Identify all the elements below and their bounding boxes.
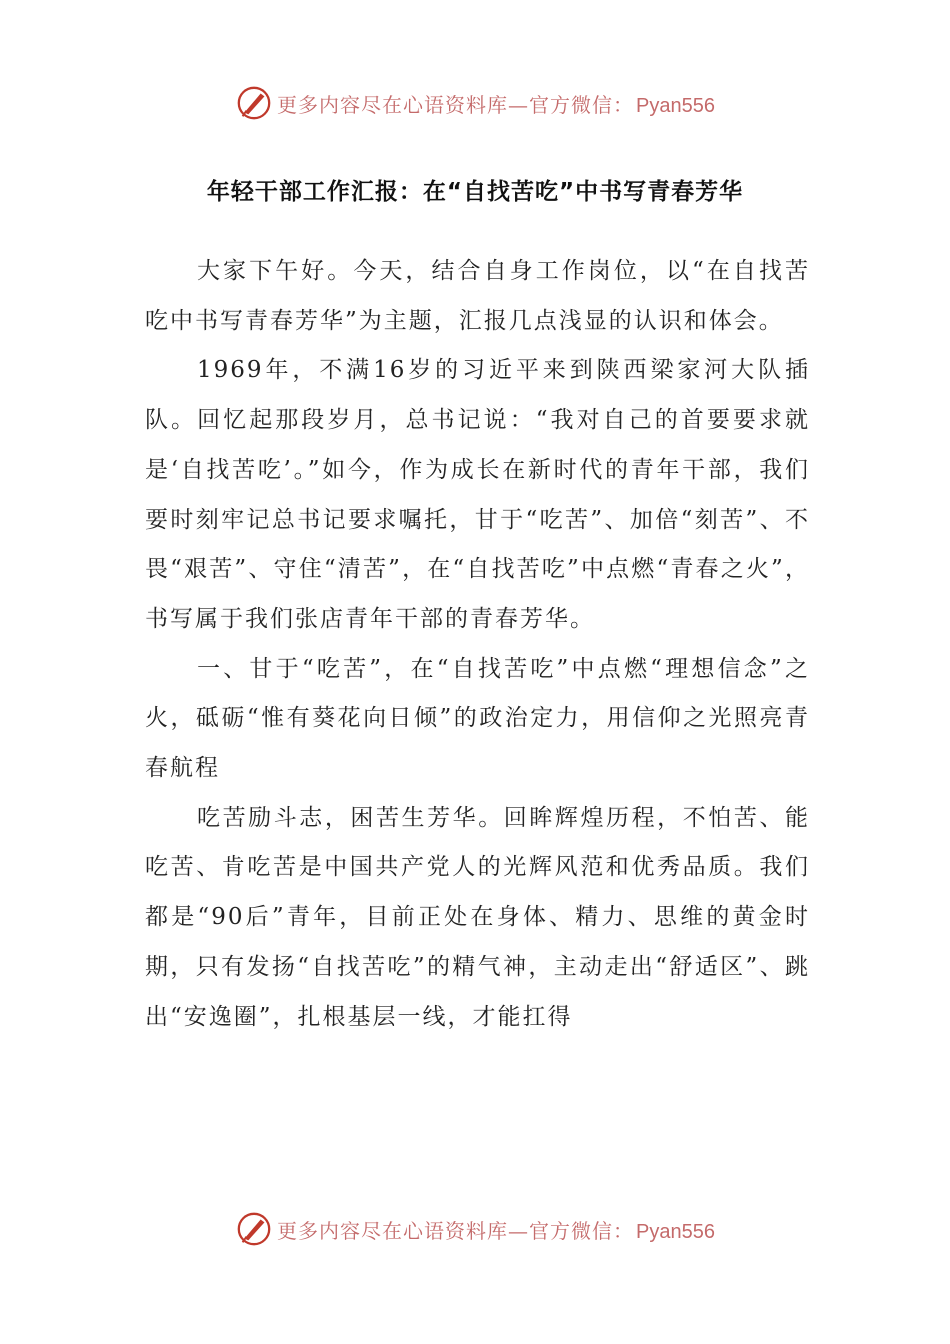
banner-text: 更多内容尽在心语资料库—官方微信： Pyan556 [277, 1218, 715, 1243]
footer-banner [0, 1209, 950, 1249]
banner-text: 更多内容尽在心语资料库—官方微信： Pyan556 [277, 92, 715, 117]
document-title: 年轻干部工作汇报：在“自找苦吃”中书写青春芳华 [206, 179, 744, 205]
section-heading: 一、甘于“吃苦”，在“自找苦吃”中点燃“理想信念”之火，砥砺“惟有葵花向日倾”的政治定力，用信仰之光照亮青春航程 [145, 655, 810, 782]
paragraph: 1969年，不满16岁的习近平来到陕西梁家河大队插队。回忆起那段岁月，总书记说：“我对自己的首要要求就是‘自找苦吃’。”如今，作为成长在新时代的青年干部，我们要时刻牢记总书记要求嘱托，甘于“吃苦”、加倍“刻苦”、不畏“艰苦”、守住“清苦”，在“自找苦吃”中点燃“青春之火”，书写属于我们张店青年干部的青春芳华。 [145, 357, 810, 632]
paragraph: 大家下午好。今天，结合自身工作岗位，以“在自找苦吃中书写青春芳华”为主题，汇报几点浅显的认识和体会。 [145, 258, 810, 334]
pen-logo-icon [235, 84, 273, 122]
header-banner [0, 83, 950, 123]
paragraph: 吃苦励斗志，困苦生芳华。回眸辉煌历程，不怕苦、能吃苦、肯吃苦是中国共产党人的光辉风范和优秀品质。我们都是“90后”青年，目前正处在身体、精力、思维的黄金时期，只有发扬“自找苦吃”的精气神，主动走出“舒适区”、跳出“安逸圈”，扎根基层一线，才能扛得 [145, 804, 810, 1030]
document-body [145, 247, 810, 1042]
pen-logo-icon [235, 1210, 273, 1248]
